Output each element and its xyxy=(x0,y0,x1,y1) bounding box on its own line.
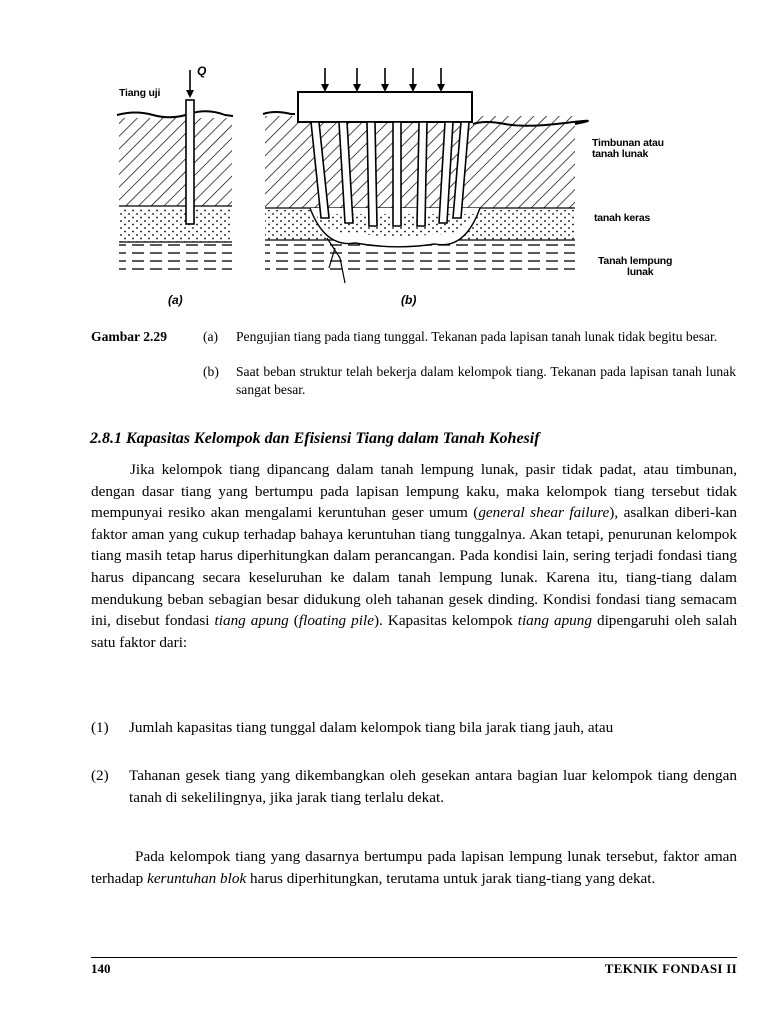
diagram-a xyxy=(117,70,233,276)
list-item xyxy=(91,765,737,808)
caption-title: Gambar 2.29 xyxy=(91,329,168,344)
section-heading: 2.8.1 Kapasitas Kelompok dan Efisiensi Tiang dalam Tanah Kohesif xyxy=(90,430,540,447)
page-number: 140 xyxy=(91,961,111,976)
list-text: Jumlah kapasitas tiang tunggal dalam kelompok tiang bila jarak tiang jauh, atau xyxy=(129,719,614,736)
test-pile-label: Tiang uji xyxy=(119,87,161,99)
diagram-b xyxy=(263,68,588,283)
list-number: (2) xyxy=(91,767,109,784)
body-paragraph-1: Jika kelompok tiang dipancang dalam tanah lempung lunak, pasir tidak padat, atau timbunan, dengan dasar tiang yang bertumpu pada lapisan lempung kaku, maka kelompok tiang tersebut tidak mempunyai resiko akan mengalami keruntuhan geser umum (general shear failure), asalkan diberi-kan faktor aman yang cukup terhadap bahaya keruntuhan tiang tunggalnya. Akan tetapi, penurunan kelompok tiang masih tetap harus diperhitungkan dalam perancangan. Pada kondisi lain, sering terjadi fondasi tiang harus dipancang secara keseluruhan ke dalam tanah lempung lunak. Karena itu, tiang-tiang dalam mendukung beban sebagian besar didukung oleh tahanan gesek dinding. Kondisi fondasi tiang semacam ini, disebut fondasi tiang apung (floating pile). Kapasitas kelompok tiang apung dipengaruhi oleh salah satu faktor dari: xyxy=(91,461,737,651)
caption-item-b xyxy=(203,363,736,398)
subfigure-b-label: (b) xyxy=(401,293,417,307)
list-text: Tahanan gesek tiang yang dikembangkan oleh gesekan antara bagian luar kelompok tiang dengan tanah di sekelilingnya, jika jarak tiang terlalu dekat. xyxy=(129,767,737,806)
caption-text-b: Saat beban struktur telah bekerja dalam kelompok tiang. Tekanan pada lapisan tanah lunak sangat besar. xyxy=(236,364,736,397)
figure-2-29 xyxy=(95,58,715,314)
hard-soil-label: tanah keras xyxy=(594,212,651,224)
caption-item-a xyxy=(203,328,736,346)
pile-cap xyxy=(298,92,472,122)
caption-marker-a: (a) xyxy=(203,329,219,344)
body-paragraph-2: Pada kelompok tiang yang dasarnya bertumpu pada lapisan lempung lunak tersebut, faktor aman terhadap keruntuhan blok harus diperhitungkan, terutama untuk jarak tiang-tiang yang dekat. xyxy=(91,848,737,887)
caption-marker-b: (b) xyxy=(203,364,219,379)
test-pile xyxy=(186,100,194,224)
footer-divider xyxy=(91,957,737,958)
fill-label-2: tanah lunak xyxy=(592,148,649,160)
list-item xyxy=(91,717,737,739)
caption-text-a: Pengujian tiang pada tiang tunggal. Tekanan pada lapisan tanah lunak tidak begitu besar. xyxy=(236,329,718,344)
fill-label-1: Timbunan atau xyxy=(592,137,664,149)
load-label: Q xyxy=(197,64,207,78)
soft-clay-label-2: lunak xyxy=(627,266,654,278)
list-number: (1) xyxy=(91,719,109,736)
pile-diagram xyxy=(95,58,715,314)
soft-clay-label-1: Tanah lempung xyxy=(598,255,673,267)
subfigure-a-label: (a) xyxy=(168,293,183,307)
running-footer-title: TEKNIK FONDASI II xyxy=(604,961,737,976)
